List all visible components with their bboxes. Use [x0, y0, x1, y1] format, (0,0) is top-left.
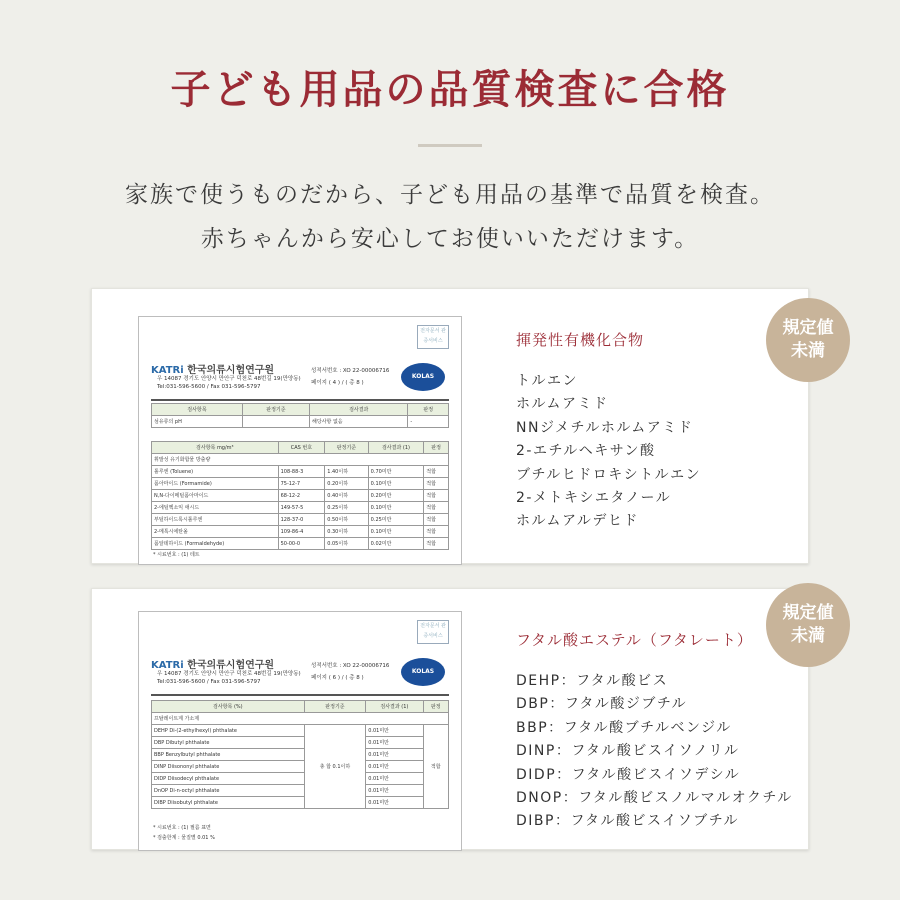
- table-row: DBP Dibutyl phthalate 0.01미만: [152, 737, 449, 749]
- kolas-logo: KOLAS: [401, 658, 445, 686]
- subtitle-line-1: 家族で使うものだから、子ども用品の基準で品質を検査。: [125, 182, 775, 208]
- report-address: 우 14087 경기도 안양시 만안구 덕천로 48번길 19(만양동) Tel:031-596-5600 / Fax 031-596-5797: [157, 671, 301, 685]
- test-report-image: [138, 611, 462, 851]
- list-item: NNジメチルホルムアミド: [516, 419, 694, 436]
- table-row: DIDP Diisodecyl phthalate 0.01미만: [152, 773, 449, 785]
- ph-table: 검사항목 판정기준 검사결과 판정 섬유류의 pH 해당사항 없음 -: [151, 403, 449, 428]
- table-row: BBP Benzylbutyl phthalate 0.01미만: [152, 749, 449, 761]
- subtitle-line-2: 赤ちゃんから安心してお使いいただけます。: [200, 226, 700, 252]
- e-document-stamp: 전자문서 관증서비스: [417, 620, 449, 644]
- table-row: 톨루엔 (Toluene) 108-88-3 1.40이하 0.70미만 적합: [152, 466, 449, 478]
- table-row: N,N-다이메틸폼아마이드 68-12-2 0.40이하 0.20미만 적합: [152, 490, 449, 502]
- list-item: ホルムアルデヒド: [516, 513, 639, 530]
- report-note: * 시료번호 : (1) 필름 표면: [153, 825, 211, 831]
- list-item: 2-メトキシエタノール: [516, 490, 672, 507]
- katri-logo: KATRi 한국의류시험연구원: [151, 365, 275, 376]
- table-row: 2-메톡시에탄올 109-86-4 0.30이하 0.10미만 적합: [152, 526, 449, 538]
- phthalate-list: [516, 629, 796, 834]
- table-row: 폼아마이드 (Formamide) 75-12-7 0.20이하 0.10미만 적합: [152, 478, 449, 490]
- report-note: * 검출한계 : 물질별 0.01 %: [153, 835, 215, 841]
- list-item: DEHP：フタル酸ビス: [516, 673, 669, 689]
- voc-list: [516, 329, 796, 534]
- list-item: BBP：フタル酸ブチルベンジル: [516, 719, 732, 736]
- table-row: 2-에틸헥소익 애시드 149-57-5 0.25이하 0.10미만 적합: [152, 502, 449, 514]
- list-item: DBP：フタル酸ジブチル: [516, 696, 688, 713]
- table-row: DINP Diisononyl phthalate 0.01미만: [152, 761, 449, 773]
- list-item: 2-エチルヘキサン酸: [516, 443, 656, 460]
- list-item: ホルムアミド: [516, 396, 609, 413]
- list-item: DINP：フタル酸ビスイソノリル: [516, 743, 740, 760]
- voc-table: 검사항목 mg/m³ CAS 번호 판정기준 검사결과 (1) 판정 휘발성 유기화합물 방출량 톨루엔 (Toluene) 108-88-3 1.40이하 0.70미만 적합 폼아마이드 (Formamide) 75-12-7 0.20이하 0.10미만 적합 N,N-다이메틸폼아마이드 68-12-2 0.40이하 0.20미만 적합 2-에틸헥소익 애시드 149-57-5 0.25이하 0.10미만 적합 부틸하이드록시톨루엔 128-37-0 0.50이하 0.25미만 적합 2-메톡시에탄올 109-86-4 0.30이하 0.10미만 적합 폼알데하이드 (Formaldehyde) 50-00-0 0.05이하 0.02미만 적합: [151, 441, 449, 550]
- page-title: 子ども用品の品質検査に合格: [170, 67, 730, 113]
- phthalate-table: 검사항목 (%) 판정기준 검사결과 (1) 판정 프탈레이트계 가소제 DEHP Di-(2-ethylhexyl) phthalate 총 합 0.1이하 0.01미만 적합 DBP Dibutyl phthalate 0.01미만 BBP Benzylbutyl phthalate 0.01미만 DINP Diisononyl phthalate 0.01미만 DIDP Diisodecyl phthalate 0.01미만 DnOP Di-n-octyl phthalate 0.01미만 DIBP Diisobutyl phthalate 0.01미만: [151, 700, 449, 809]
- list-item: DIDP：フタル酸ビスイソデシル: [516, 766, 741, 783]
- report-number: 성적서번호 : XO 22-00006716 페이지 ( 4 ) / ( 총 8 ): [311, 368, 390, 386]
- e-document-stamp: 전자문서 관증서비스: [417, 325, 449, 349]
- katri-logo: KATRi 한국의류시험연구원: [151, 660, 275, 671]
- table-row: DIBP Diisobutyl phthalate 0.01미만: [152, 797, 449, 809]
- kolas-logo: KOLAS: [401, 363, 445, 391]
- report-address: 우 14087 경기도 안양시 만안구 덕천로 48번길 19(만양동) Tel:031-596-5600 / Fax 031-596-5797: [157, 376, 301, 390]
- phthalate-card: [91, 588, 809, 850]
- list-item: DNOP：フタル酸ビスノルマルオクチル: [516, 790, 793, 807]
- table-row: DEHP Di-(2-ethylhexyl) phthalate 총 합 0.1이하 0.01미만 적합: [152, 725, 449, 737]
- table-row: 부틸하이드록시톨루엔 128-37-0 0.50이하 0.25미만 적합: [152, 514, 449, 526]
- report-note: * 시료번호 : (1) 테트: [153, 552, 200, 558]
- report-header: [151, 359, 449, 401]
- category-title: フタル酸エステル（フタレート）: [516, 631, 753, 649]
- report-number: 성적서번호 : XO 22-00006716 페이지 ( 6 ) / ( 총 8 ): [311, 663, 390, 681]
- test-report-image: [138, 316, 462, 565]
- table-row: 폼알데하이드 (Formaldehyde) 50-00-0 0.05이하 0.02미만 적합: [152, 538, 449, 550]
- category-title: 揮発性有機化合物: [516, 331, 645, 349]
- below-limit-badge: 規定値 未満: [766, 298, 850, 382]
- report-header: [151, 654, 449, 696]
- voc-card: [91, 288, 809, 564]
- below-limit-badge: 規定値 未満: [766, 583, 850, 667]
- list-item: トルエン: [516, 373, 578, 389]
- title-divider: [418, 144, 482, 147]
- table-row: DnOP Di-n-octyl phthalate 0.01미만: [152, 785, 449, 797]
- list-item: ブチルヒドロキシトルエン: [516, 466, 702, 483]
- list-item: DIBP：フタル酸ビスイソブチル: [516, 813, 739, 830]
